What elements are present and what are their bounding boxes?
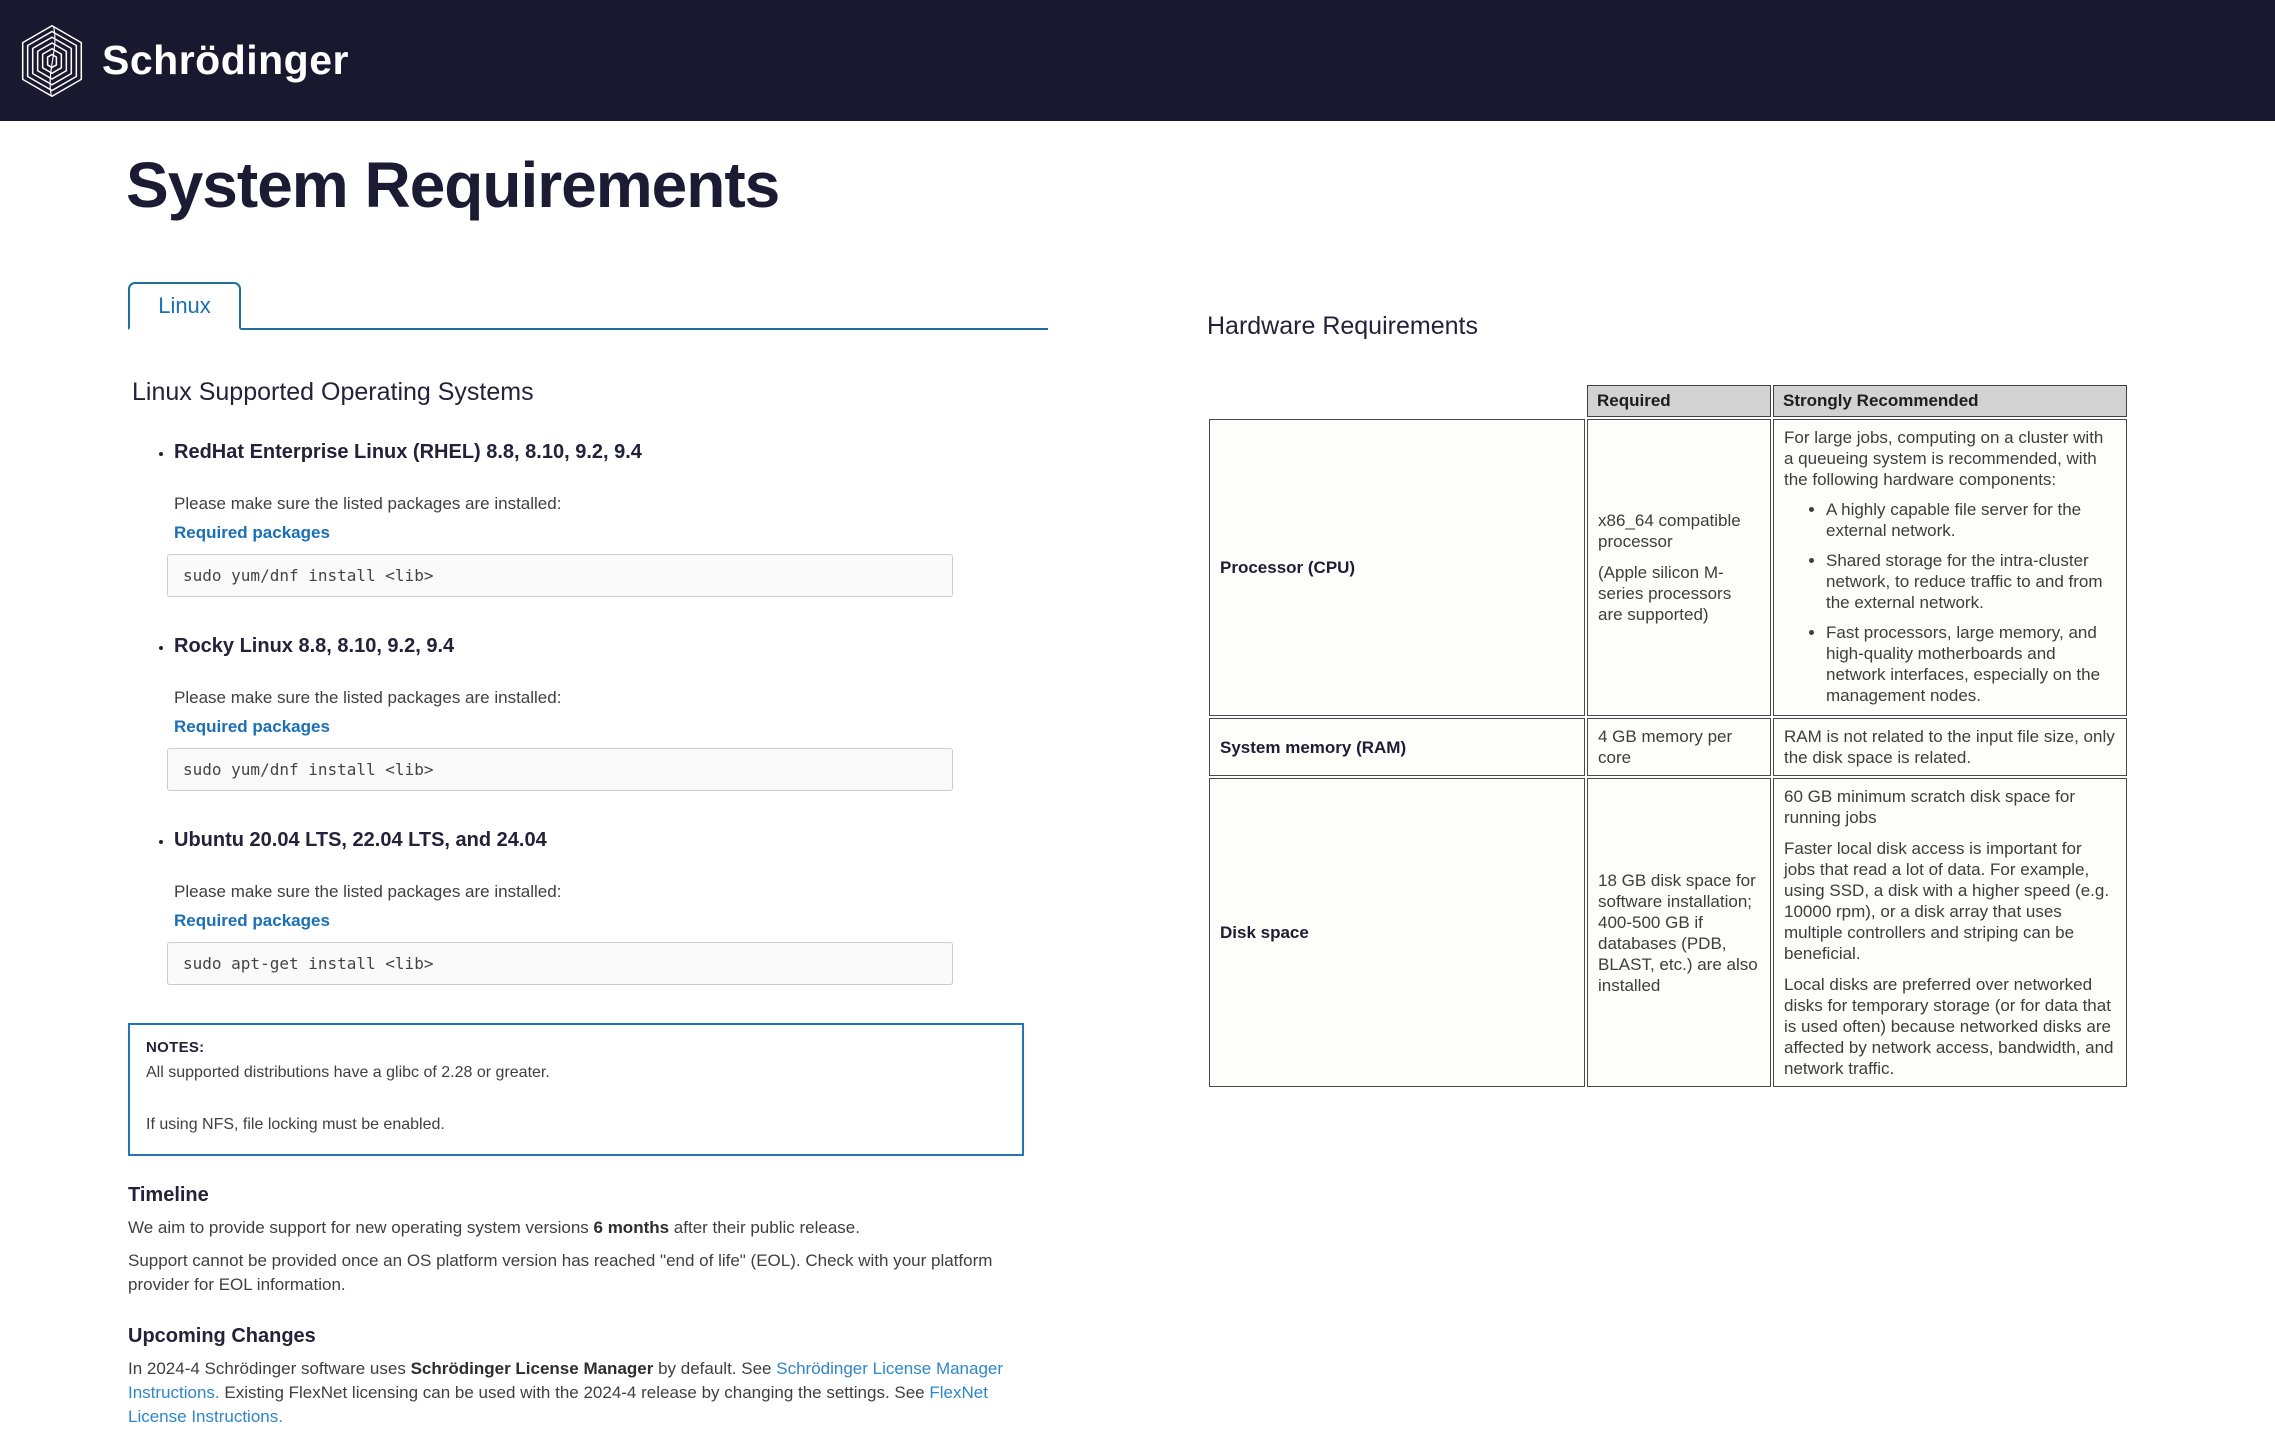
timeline-p1-text-end: after their public release. (669, 1218, 860, 1237)
notes-box (128, 1023, 1024, 1156)
hardware-requirements-table (1207, 383, 2129, 1089)
disk-recommended-local: Local disks are preferred over networked disks for temporary storage (or for data that is used often) because networked disks are affected by network access, bandwidth, and network traffic. (1784, 975, 2114, 1078)
upcoming-text-mid2: Existing FlexNet licensing can be used with the 2024-4 release by changing the settings. See (219, 1383, 930, 1402)
upcoming-text: In 2024-4 Schrödinger software uses (128, 1359, 411, 1378)
note-glibc: All supported distributions have a glibc of 2.28 or greater. (146, 1064, 550, 1081)
table-header-row (1209, 385, 2127, 417)
os-name: • Ubuntu 20.04 LTS, 22.04 LTS, and 24.04 (174, 829, 547, 851)
packages-note: Please make sure the listed packages are installed: (174, 688, 562, 707)
install-command-ubuntu: sudo apt-get install <lib> (167, 942, 953, 985)
empty-header-cell (1209, 385, 1585, 417)
tab-linux[interactable] (128, 282, 241, 330)
timeline-p1-bold: 6 months (593, 1218, 670, 1237)
slm-instructions-link[interactable]: Schrödinger License Manager Instructions. (128, 1359, 1004, 1402)
table-row-ram (1209, 718, 2127, 776)
packages-note: Please make sure the listed packages are installed: (174, 494, 562, 513)
cpu-required-text: x86_64 compatible processor (1598, 511, 1741, 551)
disk-required-cell (1587, 778, 1771, 1087)
disk-label-cell: Disk space (1209, 778, 1585, 1087)
brand-logo[interactable] (16, 23, 349, 99)
os-heading: Linux Supported Operating Systems (132, 378, 534, 406)
cpu-recommended-bullet: • A highly capable file server for the external network. (1826, 499, 2116, 541)
install-command-rhel: sudo yum/dnf install <lib> (167, 554, 953, 597)
table-row-cpu (1209, 419, 2127, 716)
ram-required-text: 4 GB memory per core (1598, 727, 1733, 767)
hardware-requirements-heading: Hardware Requirements (1207, 312, 1478, 340)
linux-section (128, 284, 1048, 1429)
table-row-disk (1209, 778, 2127, 1087)
required-packages-link-rhel[interactable]: Required packages (174, 523, 330, 542)
cpu-required-note: (Apple silicon M-series processors are supported) (1598, 563, 1732, 624)
ram-required-cell (1587, 718, 1771, 776)
note-nfs: If using NFS, file locking must be enabled. (146, 1116, 445, 1133)
hardware-section (1207, 312, 2147, 1089)
timeline-heading: Timeline (128, 1184, 209, 1206)
disk-required-text: 18 GB disk space for software installation; 400-500 GB if databases (PDB, BLAST, etc.) are also installed (1598, 870, 1758, 995)
os-name: • Rocky Linux 8.8, 8.10, 9.2, 9.4 (174, 635, 455, 657)
ram-recommended-text: RAM is not related to the input file size, only the disk space is related. (1784, 727, 2115, 767)
brand-name: Schrödinger (102, 37, 349, 83)
tab-linux-label: Linux (158, 293, 211, 318)
os-list (128, 441, 1048, 985)
timeline-p1-text: We aim to provide support for new operating system versions (128, 1218, 594, 1237)
flexnet-instructions-link[interactable]: FlexNet License Instructions. (128, 1383, 988, 1426)
recommended-column-header: Strongly Recommended (1773, 385, 2127, 417)
upcoming-text-mid: by default. See (653, 1359, 777, 1378)
required-packages-link-rocky[interactable]: Required packages (174, 717, 330, 736)
disk-recommended-scratch: 60 GB minimum scratch disk space for running jobs (1784, 787, 2075, 827)
os-name: • RedHat Enterprise Linux (RHEL) 8.8, 8.10, 9.2, 9.4 (174, 441, 642, 463)
timeline-paragraph-2: Support cannot be provided once an OS platform version has reached "end of life" (EOL). Check with your platform provider for EOL information. (128, 1251, 993, 1294)
cpu-recommended-bullet: • Shared storage for the intra-cluster network, to reduce traffic to and from the external network. (1826, 550, 2116, 613)
tab-bar (128, 284, 1048, 330)
required-column-header: Required (1587, 385, 1771, 417)
cpu-required-cell (1587, 419, 1771, 716)
disk-recommended-speed: Faster local disk access is important for jobs that read a lot of data. For example, using SSD, a disk with a higher speed (e.g. 10000 rpm), or a disk array that uses multiple controllers and striping can be beneficial. (1784, 839, 2110, 963)
schrodinger-logo-icon (16, 23, 88, 99)
cpu-recommended-cell (1773, 419, 2127, 716)
page-title: System Requirements (126, 149, 780, 221)
os-item-rocky (174, 635, 1048, 791)
cpu-label-cell: Processor (CPU) (1209, 419, 1585, 716)
packages-note: Please make sure the listed packages are installed: (174, 882, 562, 901)
ram-label-cell: System memory (RAM) (1209, 718, 1585, 776)
upcoming-changes-heading: Upcoming Changes (128, 1325, 316, 1347)
install-command-rocky: sudo yum/dnf install <lib> (167, 748, 953, 791)
os-item-ubuntu (174, 829, 1048, 985)
cpu-recommended-list (1784, 499, 2116, 706)
required-packages-link-ubuntu[interactable]: Required packages (174, 911, 330, 930)
cpu-recommended-bullet: • Fast processors, large memory, and high-quality motherboards and network interfaces, especially on the management nodes. (1826, 622, 2116, 706)
os-item-rhel (174, 441, 1048, 597)
timeline-paragraph-1 (128, 1216, 1048, 1240)
notes-label: NOTES: (146, 1039, 205, 1056)
cpu-recommended-intro: For large jobs, computing on a cluster with a queueing system is recommended, with the following hardware components: (1784, 428, 2104, 489)
disk-recommended-cell (1773, 778, 2127, 1087)
upcoming-changes-paragraph (128, 1357, 1048, 1429)
ram-recommended-cell (1773, 718, 2127, 776)
upcoming-bold: Schrödinger License Manager (410, 1359, 654, 1378)
top-bar (0, 0, 2275, 121)
